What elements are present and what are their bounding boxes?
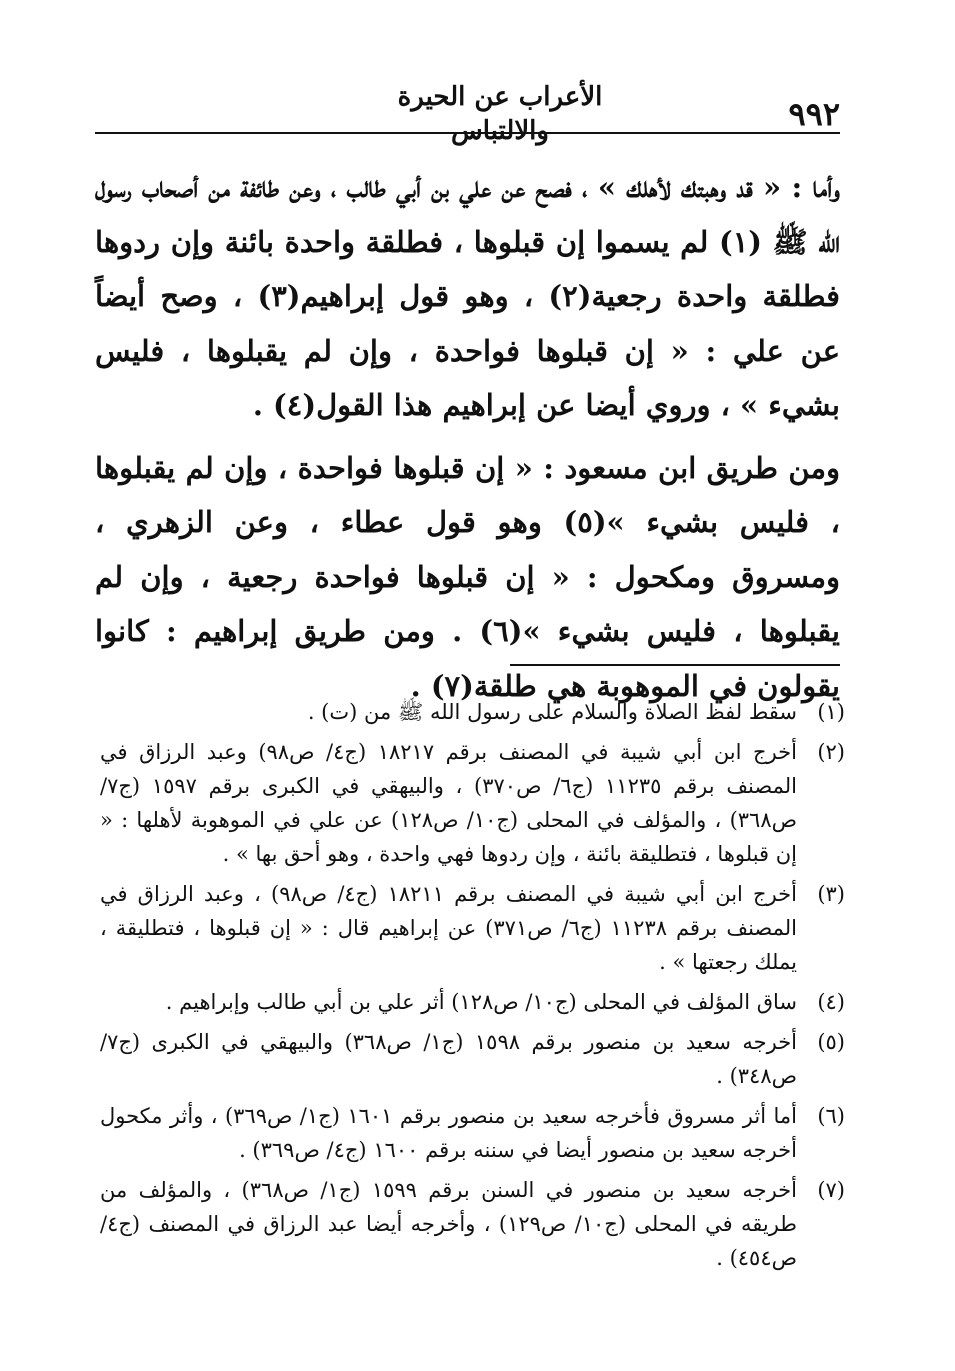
footnote-separator <box>510 664 840 666</box>
main-paragraph: وأما : « قد وهبتك لأهلك » ، فصح عن علي بن أبي طالب ، وعن طائفة من أصحاب رسول الله ﷺ (١) لم يسموا إن قبلوها ، فطلقة واحدة بائنة وإن ردوها فطلقة واحدة رجعية(٢) ، وهو قول إبراهيم(٣) ، وصح أيضاً عن علي : « إن قبلوها فواحدة ، وإن لم يقبلوها ، فليس بشيء » ، وروي أيضا عن إبراهيم هذا القول(٤) . <box>95 170 840 422</box>
page-number: ٩٩٢ <box>788 95 840 133</box>
footnote-number: (٥) <box>817 1030 845 1054</box>
footnote-number: (٤) <box>817 990 845 1014</box>
footnote-text: أخرجه سعيد بن منصور برقم ١٥٩٨ (ج١/ ص٣٦٨) والبيهقي في الكبرى (ج٧/ ص٣٤٨) . <box>100 1030 798 1088</box>
main-text <box>95 160 840 713</box>
footnote <box>100 735 845 871</box>
page-header <box>95 72 840 146</box>
footnote <box>100 877 845 979</box>
footnote-text: سقط لفظ الصلاة والسلام على رسول الله ﷺ من (ت) . <box>307 700 797 724</box>
footnote-number: (١) <box>817 700 845 724</box>
footnote-text: ساق المؤلف في المحلى (ج١٠/ ص١٢٨) أثر علي بن أبي طالب وإبراهيم . <box>165 990 797 1014</box>
footnote-text: أخرج ابن أبي شيبة في المصنف برقم ١٨٢١١ (ج٤/ ص٩٨) ، وعبد الرزاق في المصنف برقم ١١٢٣٨ (ج٦/ ص٣٧١) عن إبراهيم قال : « إن قبلوها ، فتطليقة ، يملك رجعتها » . <box>100 882 797 974</box>
footnote-number: (٦) <box>817 1104 845 1128</box>
footnote <box>100 1025 845 1093</box>
footnote-number: (٣) <box>817 882 845 906</box>
footnote <box>100 1099 845 1167</box>
main-paragraph: ومن طريق ابن مسعود : « إن قبلوها فواحدة ، وإن لم يقبلوها ، فليس بشيء »(٥) وهو قول عطاء ، وعن الزهري ، ومسروق ومكحول : « إن قبلوها فواحدة رجعية ، وإن لم يقبلوها ، فليس بشيء »(٦) . ومن طريق إبراهيم : كانوا يقولون في الموهوبة هي طلقة(٧) . <box>95 450 841 703</box>
footnote <box>100 695 845 729</box>
footnote-number: (٧) <box>817 1178 845 1202</box>
footnote-text: أما أثر مسروق فأخرجه سعيد بن منصور برقم ١٦٠١ (ج١/ ص٣٦٩) ، وأثر مكحول أخرجه سعيد بن منصور أيضا في سننه برقم ١٦٠٠ (ج٤/ ص٣٦٩) . <box>100 1104 797 1162</box>
running-title: الأعراب عن الحيرة والالتباس <box>397 82 603 146</box>
footnote <box>100 985 845 1019</box>
footnote <box>100 1173 845 1275</box>
header-rule <box>95 132 840 134</box>
footnote-text: أخرج ابن أبي شيبة في المصنف برقم ١٨٢١٧ (ج٤/ ص٩٨) وعبد الرزاق في المصنف برقم ١١٢٣٥ (ج٦/ ص٣٧٠) ، والبيهقي في الكبرى برقم ١٥٩٧ (ج٧/ ص٣٦٨) ، والمؤلف في المحلى (ج١٠/ ص١٢٨) عن علي في الموهوبة لأهلها : « إن قبلوها ، فتطليقة بائنة ، وإن ردوها فهي واحدة ، وهو أحق بها » . <box>100 740 798 866</box>
footnotes <box>100 695 845 1281</box>
footnote-number: (٢) <box>817 740 845 764</box>
footnote-text: أخرجه سعيد بن منصور في السنن برقم ١٥٩٩ (ج١/ ص٣٦٨) ، والمؤلف من طريقه في المحلى (ج١٠/ ص١٢٩) ، وأخرجه أيضا عبد الرزاق في المصنف (ج٤/ ص٤٥٤) . <box>100 1178 798 1270</box>
